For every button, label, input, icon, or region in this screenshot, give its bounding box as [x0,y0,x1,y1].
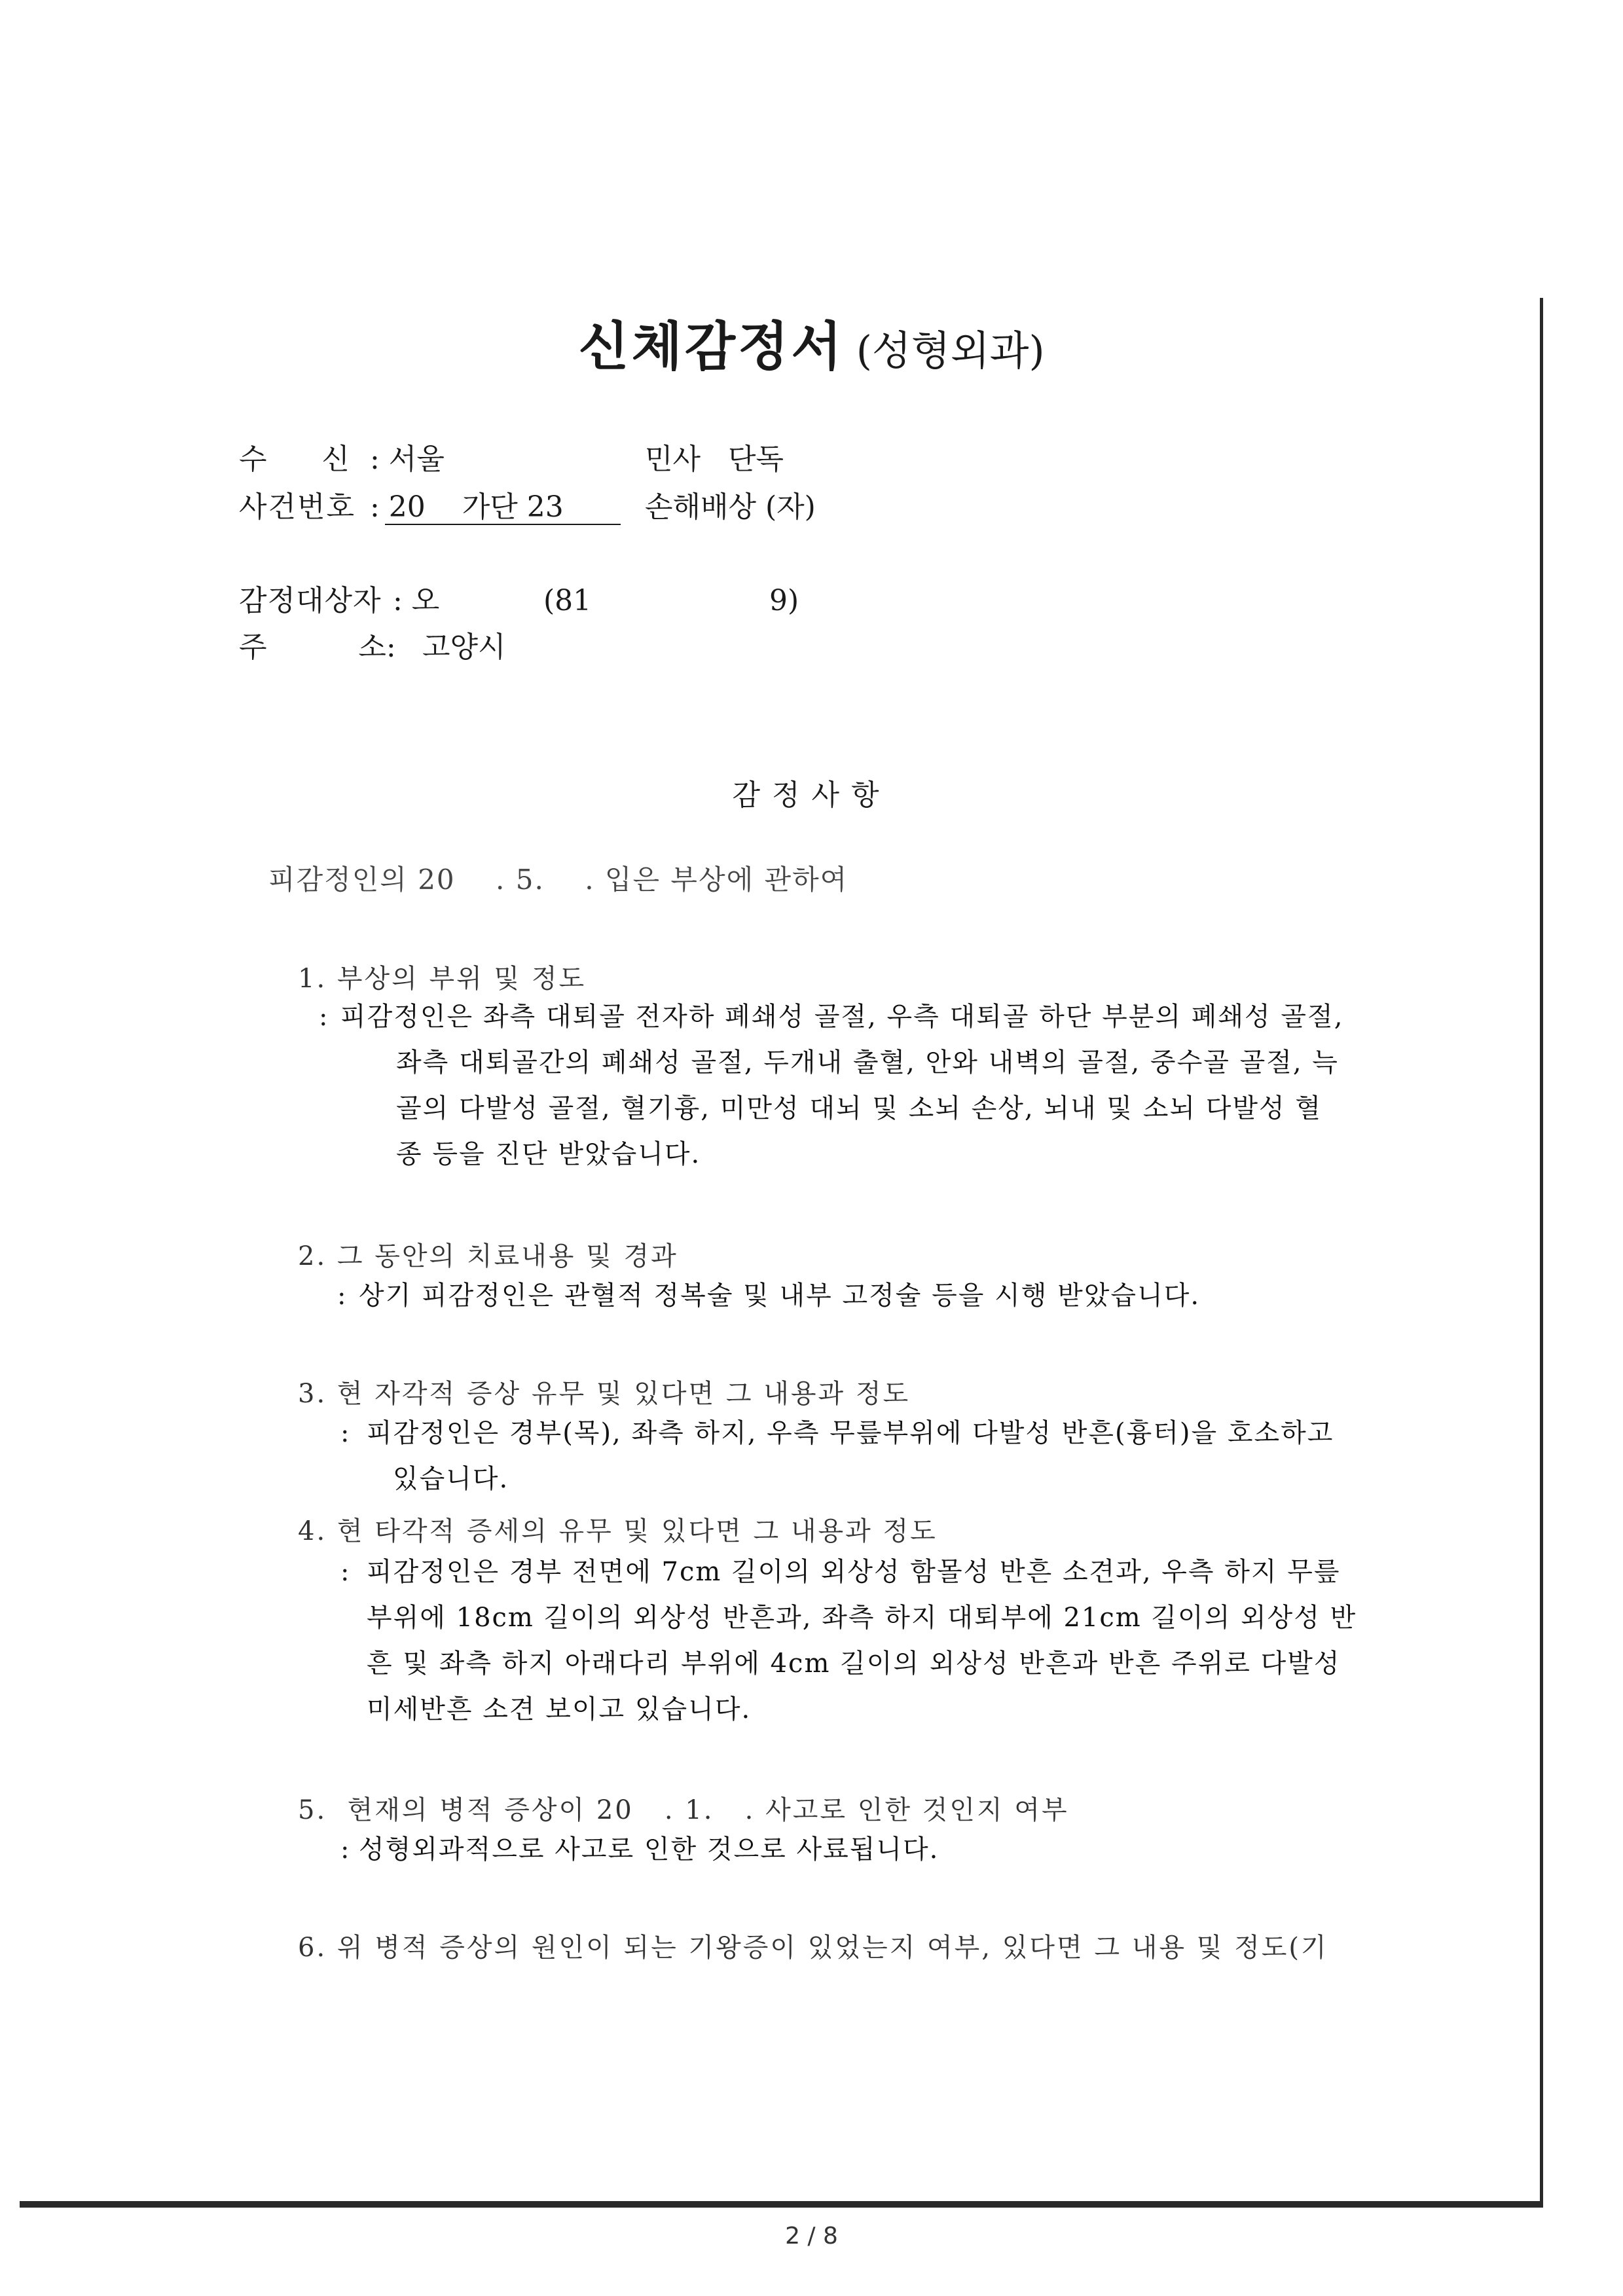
item-4-colon: : [340,1557,350,1587]
document-title [0,304,1623,380]
case-label: 사건번호 [239,490,356,524]
item-5-line-1: 성형외과적으로 사고로 인한 것으로 사료됩니다. [359,1834,939,1865]
title-sub: (성형외과) [856,327,1045,374]
item-6-heading: 6. 위 병적 증상의 원인이 되는 기왕증이 있었는지 여부, 있다면 그 내용 및 정도(기 [298,1933,1328,1963]
item-4-body [367,1549,1357,1732]
item-3-body [367,1410,1334,1502]
item-1-line-2: 좌측 대퇴골간의 폐쇄성 골절, 두개내 출혈, 안와 내벽의 골절, 중수골 골절, 늑 [396,1048,1339,1078]
case-number: : 20 가단 23 [370,490,564,524]
item-4-line-1: 피감정인은 경부 전면에 7cm 길이의 외상성 함몰성 반흔 소견과, 우측 하지 무릎 [367,1557,1341,1587]
item-3-heading: 3. 현 자각적 증상 유무 및 있다면 그 내용과 정도 [298,1379,911,1409]
subject-id-close: 9) [769,584,799,617]
item-2-heading: 2. 그 동안의 치료내용 및 경과 [298,1241,678,1271]
case-type: 손해배상 (자) [645,490,816,524]
item-1-line-4: 종 등을 진단 받았습니다. [396,1139,701,1169]
item-5-heading: 5. 현재의 병적 증상이 20 . 1. . 사고로 인한 것인지 여부 [298,1795,1069,1825]
page-border-bottom [20,2201,1543,2208]
item-1-body [340,994,1343,1177]
subject-name: : 오 [393,584,440,617]
item-2-line-1: 상기 피감정인은 관혈적 정복술 및 내부 고정술 등을 시행 받았습니다. [359,1281,1201,1311]
item-1-line-3: 골의 다발성 골절, 혈기흉, 미만성 대뇌 및 소뇌 손상, 뇌내 및 소뇌 다발성 혈 [396,1093,1322,1123]
item-1-colon: : [319,1002,328,1032]
item-3-line-2: 있습니다. [393,1464,509,1494]
item-5-colon: : [340,1834,350,1865]
item-2-colon: : [337,1281,346,1311]
address-label: 주 소: [239,630,396,664]
item-1-line-1: 피감정인은 좌측 대퇴골 전자하 폐쇄성 골절, 우측 대퇴골 하단 부분의 폐쇄성 골절, [340,1002,1344,1032]
subject-id-open: (81 [543,584,592,617]
item-2-body [359,1273,1200,1319]
subject-label: 감정대상자 [239,584,382,617]
item-3-colon: : [340,1418,350,1448]
title-main: 신체감정서 [578,316,845,377]
item-4-line-2: 부위에 18cm 길이의 외상성 반흔과, 좌측 하지 대퇴부에 21cm 길이의 외상성 반 [367,1603,1357,1633]
case-number-underline [385,524,621,525]
item-4-line-3: 흔 및 좌측 하지 아래다리 부위에 4cm 길이의 외상성 반흔과 반흔 주위로 다발성 [367,1649,1341,1679]
recipient-value: : 서울 [370,443,445,476]
address-value: 고양시 [422,630,506,664]
item-4-line-4: 미세반흔 소견 보이고 있습니다. [367,1694,752,1724]
recipient-court: 민사 단독 [645,443,784,476]
item-3-line-1: 피감정인은 경부(목), 좌측 하지, 우측 무릎부위에 다발성 반흔(흉터)을 호소하고 [367,1418,1334,1448]
page-number: 2 / 8 [785,2223,838,2250]
intro-text: 피감정인의 20 . 5. . 입은 부상에 관하여 [268,864,848,896]
recipient-label: 수 신 [239,443,350,476]
page-border-right [1540,298,1543,2206]
section-heading: 감정사항 [732,778,891,812]
item-5-body [359,1827,939,1872]
item-1-heading: 1. 부상의 부위 및 정도 [298,964,587,994]
item-4-heading: 4. 현 타각적 증세의 유무 및 있다면 그 내용과 정도 [298,1516,938,1546]
